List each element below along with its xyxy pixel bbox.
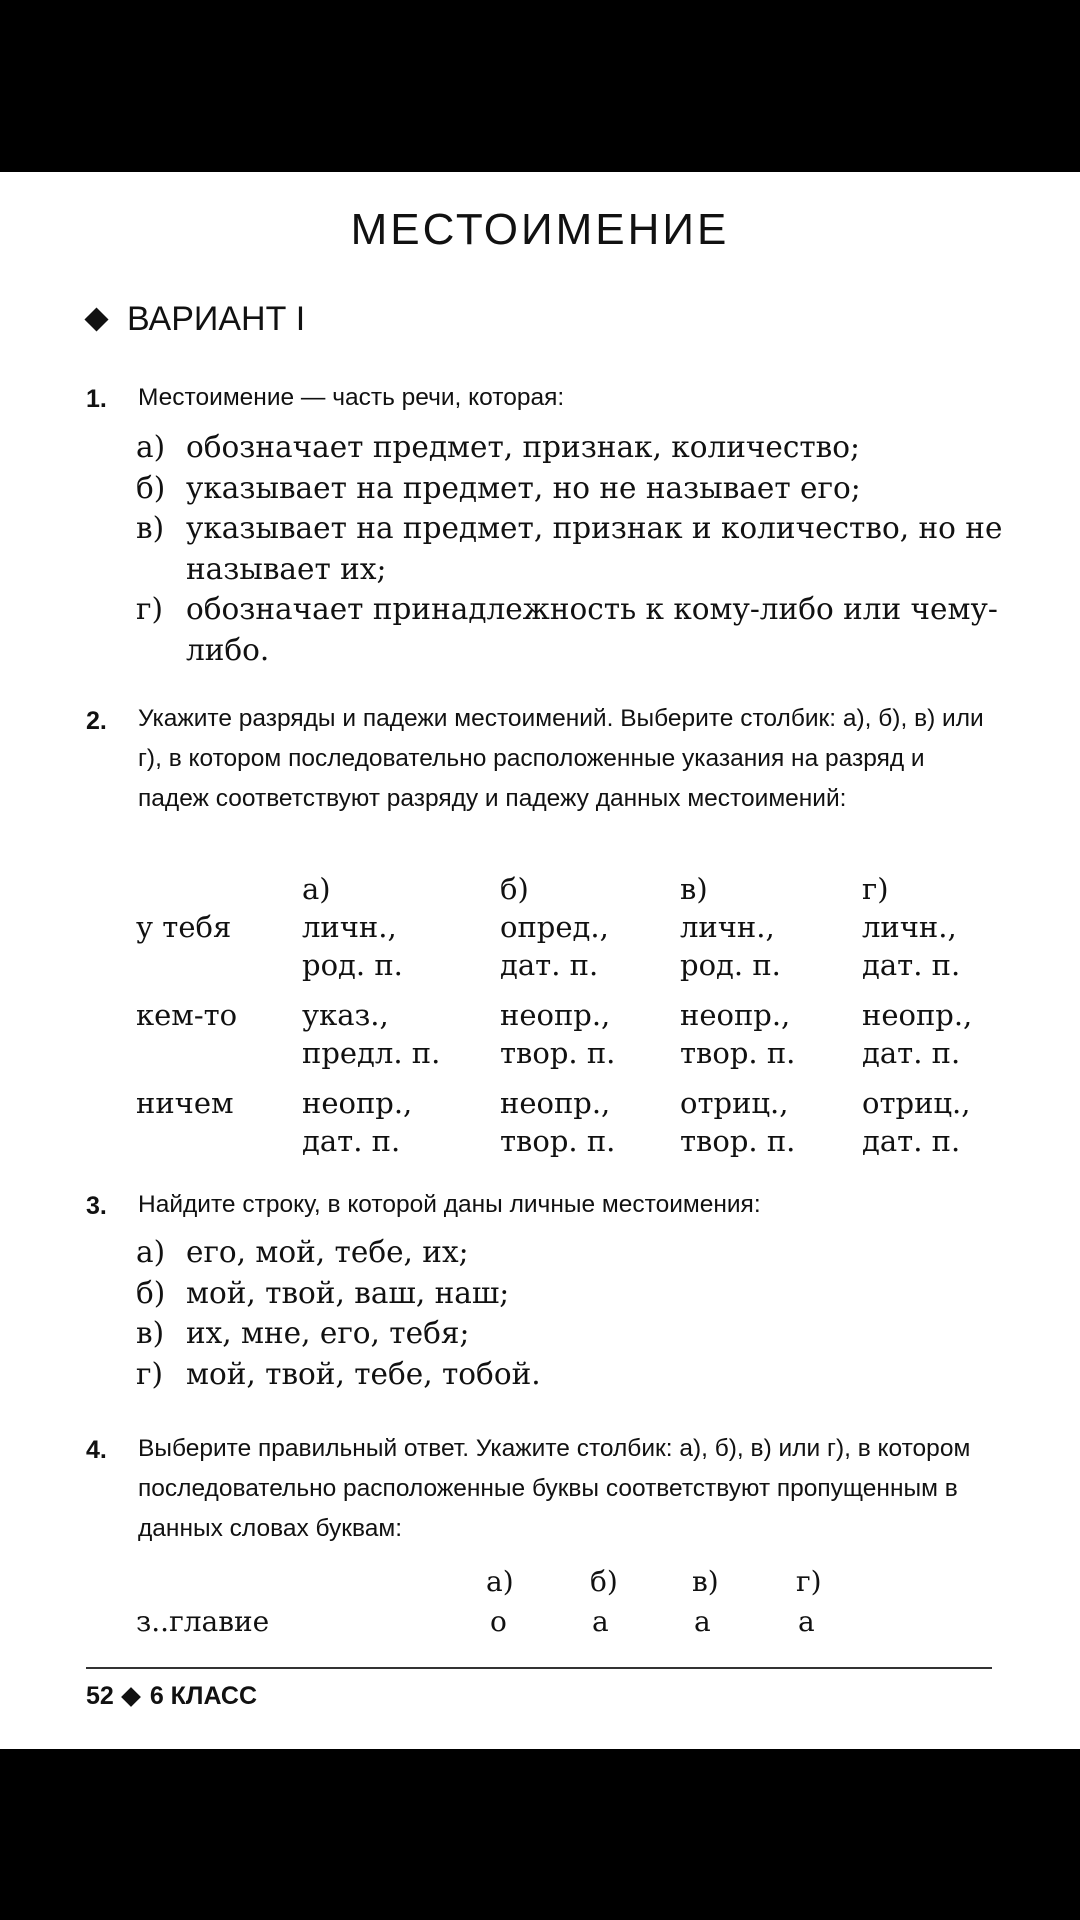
table-row-word: ничем	[136, 1086, 234, 1120]
footer-divider	[86, 1667, 992, 1669]
table-cell: дат. п.	[500, 948, 599, 982]
variant-label: ВАРИАНТ I	[127, 300, 306, 338]
question-3-text: Найдите строку, в которой даны личные местоимения:	[138, 1191, 761, 1218]
workbook-page	[0, 172, 1080, 1749]
table-cell: неопр.,	[680, 998, 791, 1032]
table-header: а)	[302, 872, 331, 906]
option-b[interactable]: б) указывает на предмет, но не называет его;	[136, 470, 861, 505]
table-header: в)	[680, 872, 708, 906]
table-cell: а	[798, 1605, 815, 1638]
table-header: в)	[692, 1565, 719, 1598]
table-cell: а	[694, 1605, 711, 1638]
table-row-word: з..главие	[136, 1605, 270, 1638]
option-d[interactable]: г) мой, твой, тебе, тобой.	[136, 1356, 541, 1391]
grade-label: 6 КЛАСС	[149, 1682, 258, 1710]
table-cell: твор. п.	[500, 1124, 616, 1158]
diamond-bullet-icon	[84, 307, 108, 331]
option-c[interactable]: в) их, мне, его, тебя;	[136, 1316, 470, 1350]
table-cell: дат. п.	[862, 1036, 961, 1070]
page-footer	[86, 1682, 257, 1711]
table-cell: род. п.	[302, 948, 403, 982]
table-header: б)	[590, 1565, 618, 1598]
question-4-text: Выберите правильный ответ. Укажите столбик: а), б), в) или г), в котором последовательно расположенные буквы соответствуют пропущенным в данных словах буквам:	[138, 1435, 971, 1542]
table-header: а)	[486, 1565, 514, 1598]
option-c[interactable]: в) указывает на предмет, признак и количество, но не называет их;	[136, 511, 1003, 586]
page-number: 52	[86, 1682, 114, 1710]
table-cell: род. п.	[680, 948, 781, 982]
option-a[interactable]: а) его, мой, тебе, их;	[136, 1235, 469, 1269]
table-cell: неопр.,	[302, 1086, 413, 1120]
table-cell: отриц.,	[680, 1086, 789, 1120]
variant-heading	[88, 300, 305, 339]
option-b[interactable]: б) мой, твой, ваш, наш;	[136, 1275, 510, 1310]
table-cell: личн.,	[680, 910, 775, 944]
question-1-options	[136, 427, 1016, 670]
table-cell: о	[490, 1605, 507, 1638]
table-row-word: у тебя	[136, 910, 232, 944]
table-cell: а	[592, 1605, 609, 1638]
question-3-number: 3.	[86, 1192, 107, 1220]
table-cell: твор. п.	[680, 1124, 796, 1158]
table-cell: дат. п.	[862, 948, 961, 982]
question-4-number: 4.	[86, 1436, 107, 1464]
table-cell: предл. п.	[302, 1036, 441, 1070]
question-3-options	[136, 1232, 1016, 1394]
option-a[interactable]: а) обозначает предмет, признак, количество;	[136, 430, 860, 464]
question-2-text: Укажите разряды и падежи местоимений. Выберите столбик: а), б), в) или г), в котором последовательно расположенные указания на разряд и падеж соответствуют разряду и падежу данных местоимений:	[138, 705, 984, 812]
question-1-number: 1.	[86, 385, 107, 413]
table-header: г)	[862, 872, 889, 906]
option-d[interactable]: г) обозначает принадлежность к кому-либо или чему-либо.	[136, 592, 998, 667]
table-cell: неопр.,	[500, 998, 611, 1032]
table-row-word: кем-то	[136, 998, 238, 1032]
table-header: б)	[500, 872, 529, 906]
question-1-text: Местоимение — часть речи, которая:	[138, 384, 565, 411]
diamond-icon	[121, 1687, 141, 1707]
table-cell: твор. п.	[500, 1036, 616, 1070]
table-cell: опред.,	[500, 910, 609, 944]
table-cell: неопр.,	[500, 1086, 611, 1120]
table-cell: дат. п.	[302, 1124, 401, 1158]
table-cell: указ.,	[302, 998, 389, 1032]
table-cell: личн.,	[862, 910, 957, 944]
table-cell: личн.,	[302, 910, 397, 944]
table-cell: твор. п.	[680, 1036, 796, 1070]
question-2-number: 2.	[86, 707, 107, 735]
table-cell: неопр.,	[862, 998, 973, 1032]
table-header: г)	[796, 1565, 822, 1598]
table-cell: дат. п.	[862, 1124, 961, 1158]
page-title: МЕСТОИМЕНИЕ	[350, 205, 730, 254]
table-cell: отриц.,	[862, 1086, 971, 1120]
